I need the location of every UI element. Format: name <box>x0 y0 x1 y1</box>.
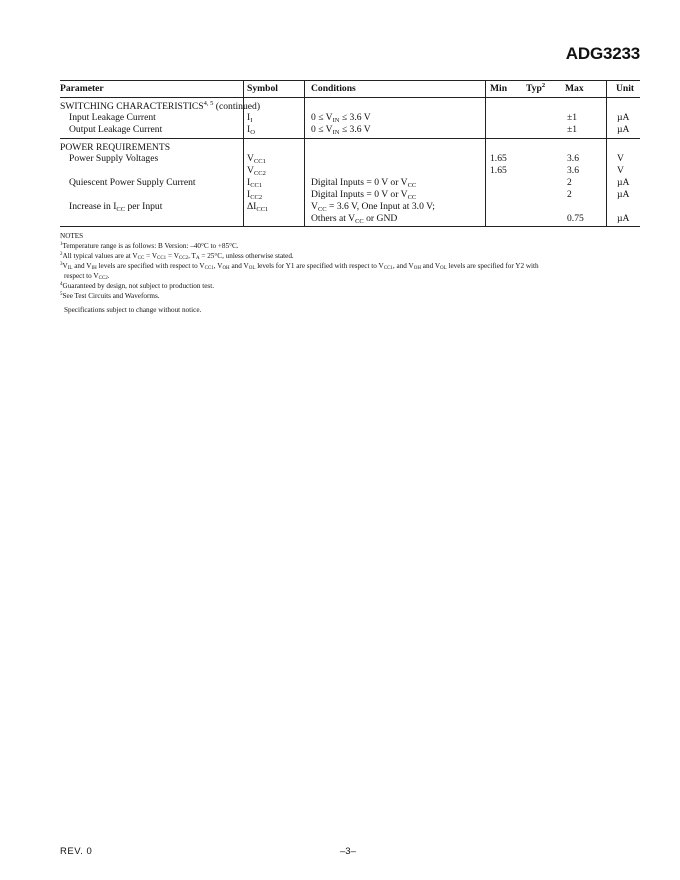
note-2: $^2$All typical values are at $V_{CC} = V_{CC1} = V_{CC2}$, $T_A = 25^\circ C$, unless otherwise stated. <box>60 252 294 261</box>
revision-label: REV. 0 <box>60 846 93 857</box>
header-symbol: Symbol <box>247 83 278 94</box>
note-4: $^4$Guaranteed by design, not subject to production test. <box>60 282 215 290</box>
symbol-icc2: $I_{CC2}$ <box>247 189 263 201</box>
unit-vcc1: V <box>617 153 624 164</box>
column-divider <box>485 80 486 226</box>
disclaimer: Specifications subject to change without notice. <box>64 306 202 314</box>
symbol-io: $I_O$ <box>247 124 255 136</box>
max-vcc1: 3.6 <box>567 153 579 164</box>
max-icc2: 2 <box>567 189 572 200</box>
header-bottom-rule <box>60 97 640 98</box>
header-max: Max <box>565 83 584 94</box>
unit-input-leakage: µA <box>617 112 630 123</box>
param-supply-voltages: Power Supply Voltages <box>69 153 159 164</box>
table-bottom-rule <box>60 226 640 227</box>
param-input-leakage: Input Leakage Current <box>69 112 156 123</box>
header-typ: Typ$^2$ <box>526 82 546 94</box>
param-quiescent-current: Quiescent Power Supply Current <box>69 177 196 188</box>
unit-output-leakage: µA <box>617 124 630 135</box>
symbol-delta-icc1: $\Delta I_{CC1}$ <box>247 201 269 213</box>
max-input-leakage: ±1 <box>567 112 578 123</box>
section-title-power: POWER REQUIREMENTS <box>60 142 171 153</box>
min-vcc1: 1.65 <box>490 153 507 164</box>
part-number: ADG3233 <box>565 44 640 63</box>
unit-icc2: µA <box>617 189 630 200</box>
note-1: $^1$Temperature range is as follows: B Version: –40°C to +85°C. <box>60 242 239 250</box>
condition-input-leakage: $0 \le V_{IN} \le 3.6$ V <box>311 112 371 124</box>
page-number: –3– <box>340 846 356 857</box>
max-vcc2: 3.6 <box>567 165 579 176</box>
unit-vcc2: V <box>617 165 624 176</box>
condition-icc2: Digital Inputs = 0 V or $V_{CC}$ <box>311 189 417 201</box>
min-vcc2: 1.65 <box>490 165 507 176</box>
header-parameter: Parameter <box>60 83 104 94</box>
max-output-leakage: ±1 <box>567 124 578 135</box>
header-unit: Unit <box>616 83 635 94</box>
condition-icc1: Digital Inputs = 0 V or $V_{CC}$ <box>311 177 417 189</box>
header-min: Min <box>490 83 508 94</box>
column-divider <box>606 80 607 226</box>
max-increase-icc: 0.75 <box>567 213 584 224</box>
notes-section <box>60 231 640 315</box>
max-icc1: 2 <box>567 177 572 188</box>
param-increase-icc: Increase in $I_{CC}$ per Input <box>69 201 163 213</box>
unit-icc1: µA <box>617 177 630 188</box>
condition-increase-line2: Others at $V_{CC}$ or GND <box>311 213 398 225</box>
column-divider <box>304 80 305 226</box>
param-output-leakage: Output Leakage Current <box>69 124 163 135</box>
symbol-ii: $I_I$ <box>247 112 253 124</box>
section-title-switching: SWITCHING CHARACTERISTICS$^{4, 5}$ (continued) <box>60 100 261 112</box>
condition-increase-line1: $V_{CC} = 3.6$ V, One Input at 3.0 V; <box>311 201 435 213</box>
note-5: $^5$See Test Circuits and Waveforms. <box>60 292 160 300</box>
symbol-vcc1: $V_{CC1}$ <box>247 153 266 165</box>
table-top-rule <box>60 80 640 81</box>
header-conditions: Conditions <box>311 83 356 94</box>
symbol-icc1: $I_{CC1}$ <box>247 177 263 189</box>
notes-heading: NOTES <box>60 232 84 240</box>
note-3-continued: respect to $V_{CC2}$. <box>64 272 110 281</box>
section-divider-rule <box>60 138 640 139</box>
condition-output-leakage: $0 \le V_{IN} \le 3.6$ V <box>311 124 371 136</box>
unit-increase-icc: µA <box>617 213 630 224</box>
note-3: $^3V_{IL}$ and $V_{IH}$ levels are specified with respect to $V_{CC1}$, $V_{OH}$ and $V_{OL}$ levels for Y1 are specified with respect to $V_{CC1}$, and $V_{OH}$ and $V_{OL}$ levels are specified for Y2 with <box>60 262 539 271</box>
symbol-vcc2: $V_{CC2}$ <box>247 165 266 177</box>
